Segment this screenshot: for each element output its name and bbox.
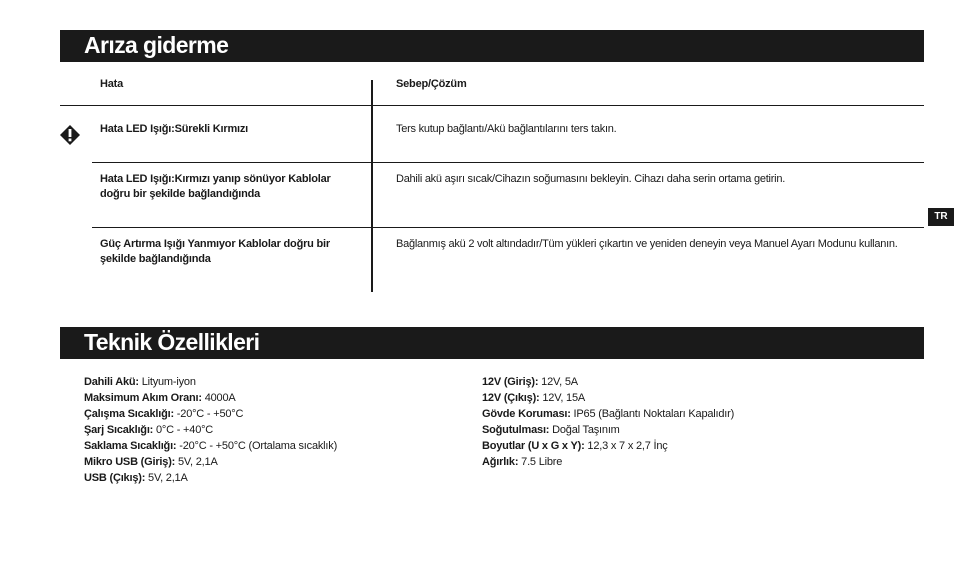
spec-value: Lityum-iyon [138,376,196,388]
table-row-error: Hata LED Işığı:Sürekli Kırmızı [100,123,249,135]
spec-label: Mikro USB (Giriş): [84,456,176,468]
warning-icon [59,124,81,146]
spec-value: 7.5 Libre [518,456,563,468]
spec-label: Gövde Koruması: [482,408,571,420]
spec-value: 12V, 5A [538,376,578,388]
table-header-divider [60,105,924,106]
spec-label: Dahili Akü: [84,376,139,388]
specs-left-column [84,374,337,486]
troubleshooting-title: Arıza giderme [84,32,229,58]
row-divider [92,227,924,228]
table-row-solution: Dahili akü aşırı sıcak/Cihazın soğumasını bekleyin. Cihazı daha serin ortama getirin. [396,173,785,185]
spec-value: 12V, 15A [539,392,586,404]
specs-right-column [482,374,734,470]
spec-value: -20°C - +50°C [173,408,244,420]
spec-label: Saklama Sıcaklığı: [84,440,177,452]
spec-value: 12,3 x 7 x 2,7 İnç [584,440,668,452]
spec-label: Soğutulması: [482,424,550,436]
column-divider [371,80,373,292]
spec-item [482,374,734,390]
spec-item [482,390,734,406]
table-row-error: Güç Artırma Işığı Yanmıyor Kablolar doğru bir şekilde bağlandığında [100,238,330,265]
table-row-solution: Bağlanmış akü 2 volt altındadır/Tüm yükleri çıkartın ve yeniden deneyin veya Manuel Ayarı Modunu kullanın. [396,238,898,250]
spec-value: -20°C - +50°C (Ortalama sıcaklık) [176,440,338,452]
spec-item [84,438,337,454]
table-row-solution: Ters kutup bağlantı/Akü bağlantılarını ters takın. [396,123,617,135]
troubleshooting-header [60,30,924,62]
spec-item [84,470,337,486]
spec-label: Boyutlar (U x G x Y): [482,440,585,452]
spec-item [84,374,337,390]
spec-item [482,454,734,470]
spec-value: 4000A [201,392,236,404]
spec-value: Doğal Taşınım [549,424,620,436]
spec-item [84,406,337,422]
spec-label: 12V (Giriş): [482,376,539,388]
column-header-error: Hata [100,78,124,90]
spec-item [84,454,337,470]
table-row-error: Hata LED Işığı:Kırmızı yanıp sönüyor Kablolar doğru bir şekilde bağlandığında [100,173,331,200]
spec-label: Maksimum Akım Oranı: [84,392,202,404]
spec-item [482,422,734,438]
spec-item [482,438,734,454]
spec-value: 5V, 2,1A [145,472,188,484]
spec-label: Çalışma Sıcaklığı: [84,408,174,420]
language-tab: TR [928,208,954,226]
spec-label: 12V (Çıkış): [482,392,540,404]
spec-value: IP65 (Bağlantı Noktaları Kapalıdır) [570,408,735,420]
spec-value: 5V, 2,1A [175,456,218,468]
specs-title: Teknik Özellikleri [84,329,260,355]
spec-value: 0°C - +40°C [153,424,214,436]
spec-item [482,406,734,422]
row-divider [92,162,924,163]
spec-label: USB (Çıkış): [84,472,146,484]
specs-header [60,327,924,359]
spec-label: Şarj Sıcaklığı: [84,424,154,436]
spec-label: Ağırlık: [482,456,519,468]
column-header-cause: Sebep/Çözüm [396,78,467,90]
spec-item [84,422,337,438]
spec-item [84,390,337,406]
